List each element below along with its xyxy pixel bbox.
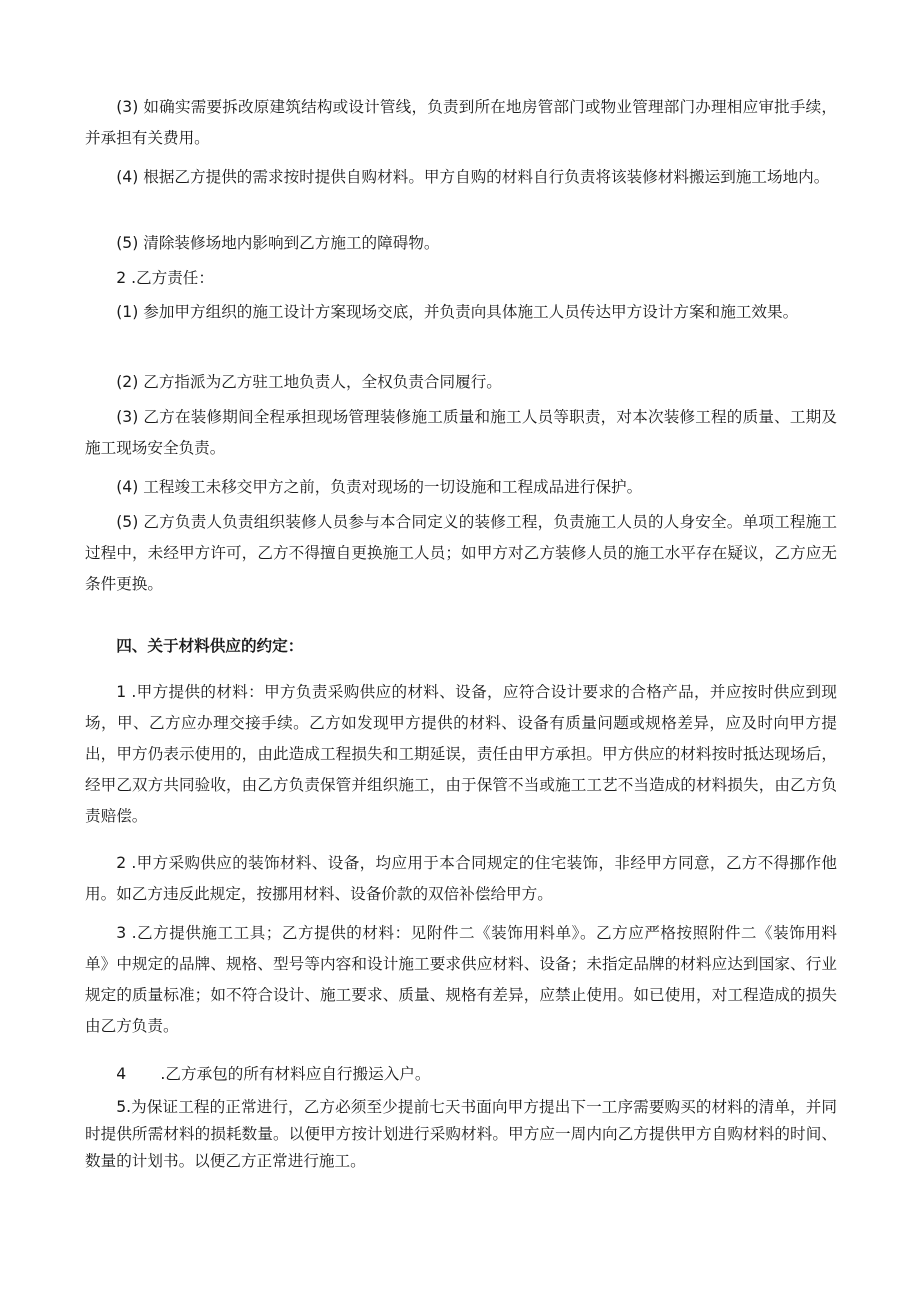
paragraph-b1-design-briefing: (1) 参加甲方组织的施工设计方案现场交底，并负责向具体施工人员传达甲方设计方案和施工效果。	[116, 303, 799, 321]
paragraph-m4-text: .乙方承包的所有材料应自行搬运入户。	[160, 1065, 431, 1083]
paragraph-b3-quality: (3) 乙方在装修期间全程承担现场管理装修施工质量和施工人员等职责，对本次装修工程的质量、工期及施工现场安全负责。	[85, 408, 837, 457]
section-heading-material-supply: 四、关于材料供应的约定：	[116, 637, 304, 655]
paragraph-m3-party-b-materials: 3 .乙方提供施工工具；乙方提供的材料：见附件二《装饰用料单》。乙方应严格按照附件二《装饰用料单》中规定的品牌、规格、型号等内容和设计施工要求供应材料、设备；未指定品牌的材料应达到国家、行业规定的质量标准；如不符合设计、施工要求、质量、规格有差异，应禁止使用。如已使用，对工程造成的损失由乙方负责。	[85, 924, 837, 1035]
paragraph-4-materials: (4) 根据乙方提供的需求按时提供自购材料。甲方自购的材料自行负责将该装修材料搬运到施工场地内。	[116, 168, 830, 186]
paragraph-b5-personnel: (5) 乙方负责人负责组织装修人员参与本合同定义的装修工程，负责施工人员的人身安全。单项工程施工过程中，未经甲方许可，乙方不得擅自更换施工人员；如甲方对乙方装修人员的施工水平存在疑议，乙方应无条件更换。	[85, 513, 837, 593]
paragraph-m4-transport	[85, 1059, 837, 1090]
paragraph-m5-schedule: 5.为保证工程的正常进行，乙方必须至少提前七天书面向甲方提出下一工序需要购买的材料的清单，并同时提供所需材料的损耗数量。以便甲方按计划进行采购材料。甲方应一周内向乙方提供甲方自购材料的时间、数量的计划书。以便乙方正常进行施工。	[85, 1098, 837, 1170]
paragraph-b4-protection: (4) 工程竣工未移交甲方之前，负责对现场的一切设施和工程成品进行保护。	[116, 478, 643, 496]
paragraph-m2-usage: 2 .甲方采购供应的装饰材料、设备，均应用于本合同规定的住宅装饰，非经甲方同意，乙方不得挪作他用。如乙方违反此规定，按挪用材料、设备价款的双倍补偿给甲方。	[85, 854, 837, 903]
paragraph-m1-party-a-materials: 1 .甲方提供的材料：甲方负责采购供应的材料、设备，应符合设计要求的合格产品，并应按时供应到现场，甲、乙方应办理交接手续。乙方如发现甲方提供的材料、设备有质量问题或规格差异，应及时向甲方提出，甲方仍表示使用的，由此造成工程损失和工期延误，责任由甲方承担。甲方供应的材料按时抵达现场后，经甲乙双方共同验收，由乙方负责保管并组织施工，由于保管不当或施工工艺不当造成的材料损失，由乙方负责赔偿。	[85, 683, 837, 825]
paragraph-m4-number: 4	[116, 1065, 127, 1083]
paragraph-5-clear-obstacles: (5) 清除装修场地内影响到乙方施工的障碍物。	[116, 234, 440, 252]
paragraph-3-demolition: (3) 如确实需要拆改原建筑结构或设计管线，负责到所在地房管部门或物业管理部门办理相应审批手续，并承担有关费用。	[85, 98, 837, 147]
section-party-b-responsibility: 2 .乙方责任：	[116, 269, 214, 287]
paragraph-b2-site-manager: (2) 乙方指派为乙方驻工地负责人，全权负责合同履行。	[116, 373, 502, 391]
